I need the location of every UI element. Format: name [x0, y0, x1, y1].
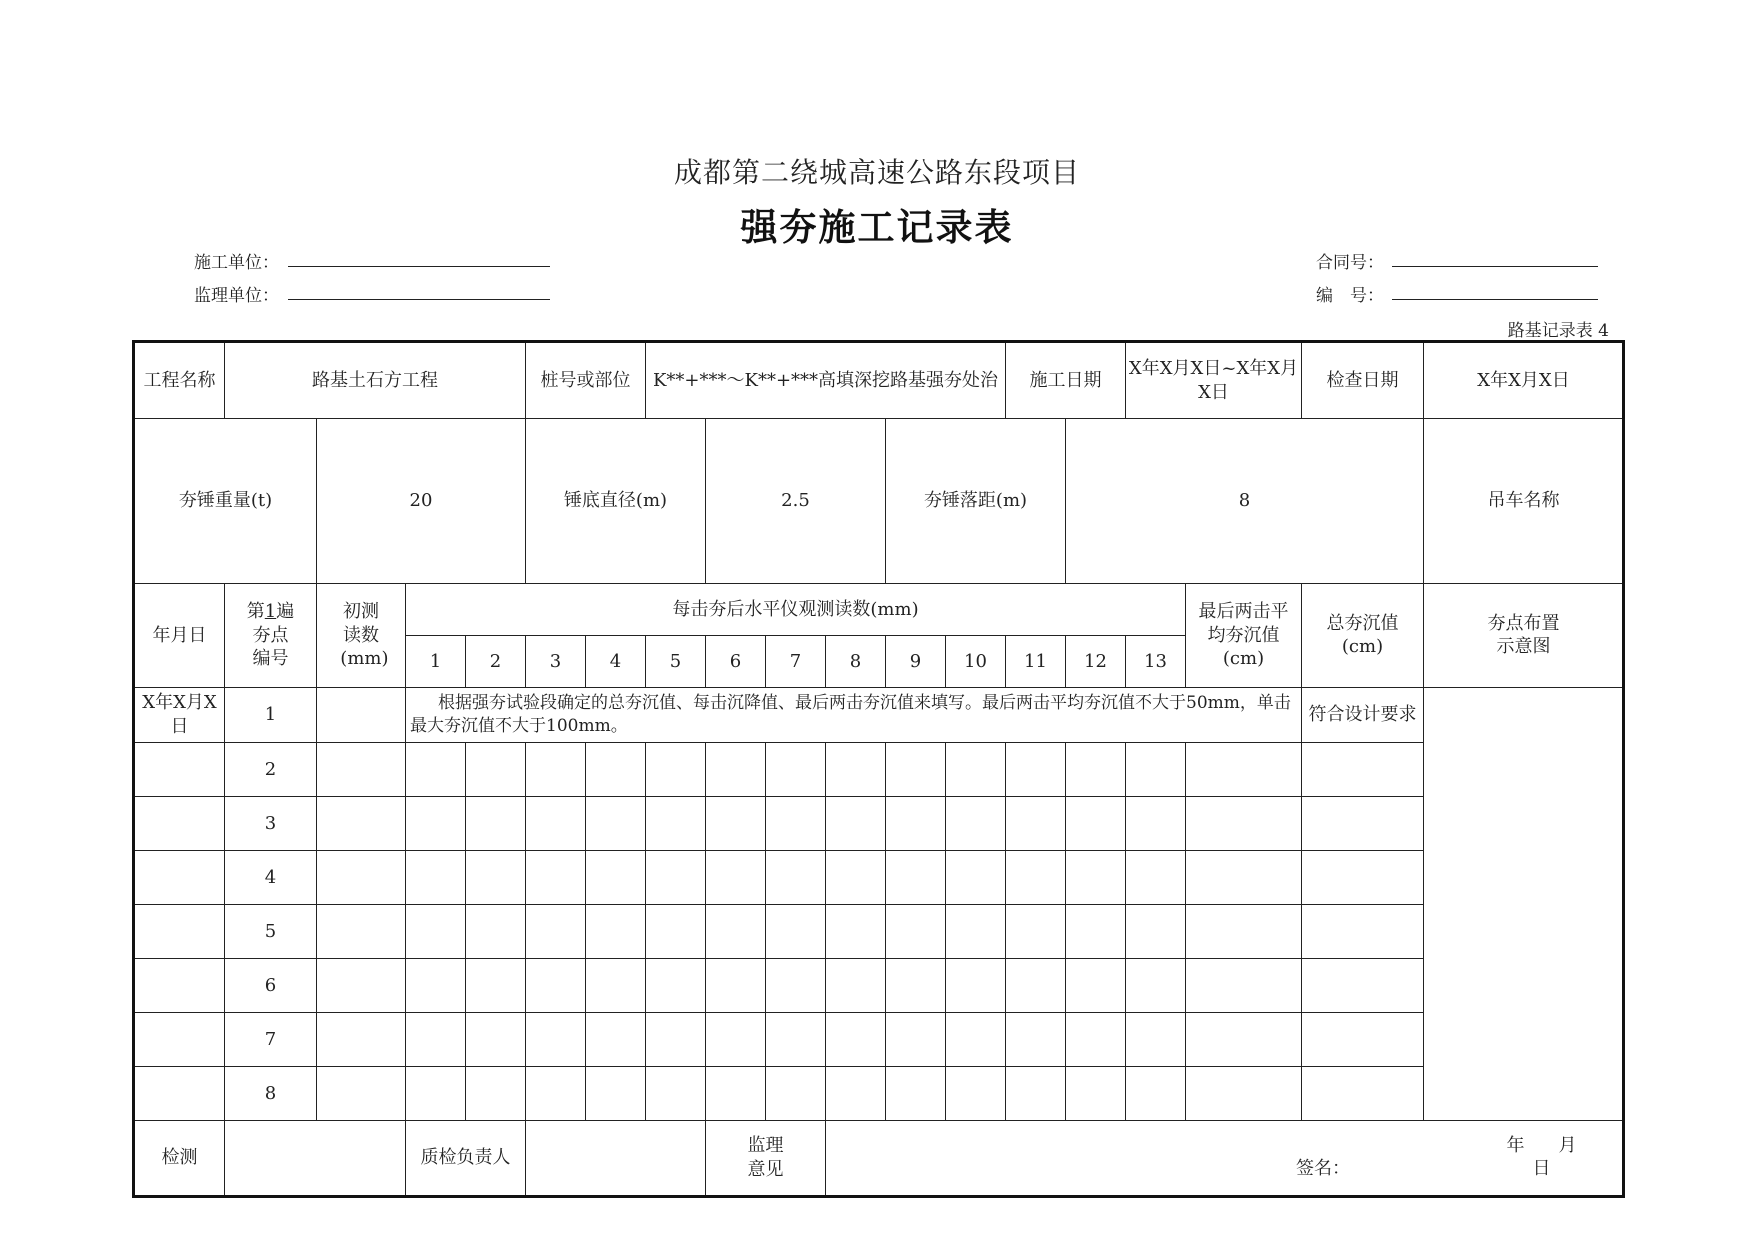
reading-cell[interactable]: [466, 1066, 526, 1120]
blow-number: 4: [586, 635, 646, 687]
reading-cell[interactable]: [586, 850, 646, 904]
reading-cell[interactable]: [886, 958, 946, 1012]
total-settlement-header: [1302, 583, 1424, 687]
supervision-opinion-area[interactable]: [826, 1120, 1624, 1196]
inspection-value[interactable]: [225, 1120, 406, 1196]
construction-date-label: 施工日期: [1006, 342, 1126, 419]
row-last-two-avg[interactable]: [1186, 796, 1302, 850]
row-date[interactable]: [134, 1066, 225, 1120]
reading-cell[interactable]: [1006, 958, 1066, 1012]
reading-cell[interactable]: [586, 904, 646, 958]
total-settlement-label: 总夯沉值(cm): [1326, 612, 1399, 658]
reading-cell[interactable]: [466, 1012, 526, 1066]
row-point-no: 2: [225, 742, 317, 796]
reading-cell[interactable]: [406, 904, 466, 958]
reading-cell[interactable]: [406, 958, 466, 1012]
row-last-two-avg[interactable]: [1186, 742, 1302, 796]
info-row-1: [134, 342, 1624, 419]
blow-number: 8: [826, 635, 886, 687]
year-label: 年: [1506, 1134, 1525, 1156]
row-total-settlement[interactable]: [1302, 1012, 1424, 1066]
reading-cell[interactable]: [1006, 796, 1066, 850]
row-date[interactable]: [134, 958, 225, 1012]
qc-person-label: 质检负责人: [406, 1120, 526, 1196]
record-table: [132, 340, 1625, 1198]
reading-cell[interactable]: [646, 742, 706, 796]
reading-cell[interactable]: [946, 1066, 1006, 1120]
row-point-no: 1: [225, 687, 317, 742]
table-row: [134, 958, 1624, 1012]
table-row: [134, 1012, 1624, 1066]
row-initial-reading[interactable]: [317, 796, 406, 850]
row-point-no: 5: [225, 904, 317, 958]
reading-cell[interactable]: [526, 1066, 586, 1120]
row-date: X年X月X日: [134, 687, 225, 742]
drop-distance-label: 夯锤落距(m): [886, 419, 1066, 584]
reading-cell[interactable]: [646, 958, 706, 1012]
row-point-no: 7: [225, 1012, 317, 1066]
initial-reading-label: 初测读数(mm): [340, 601, 389, 669]
reading-cell[interactable]: [1066, 1012, 1126, 1066]
record-number: 路基记录表 4: [1507, 321, 1609, 341]
reading-cell[interactable]: [766, 1012, 826, 1066]
number-input-line[interactable]: [1392, 281, 1598, 300]
station-label: 桩号或部位: [526, 342, 646, 419]
row-total-settlement[interactable]: [1302, 904, 1424, 958]
row-total-settlement[interactable]: [1302, 1066, 1424, 1120]
layout-diagram-label: 夯点布置示意图: [1487, 612, 1560, 658]
row-total-settlement[interactable]: [1302, 796, 1424, 850]
reading-cell[interactable]: [466, 796, 526, 850]
station-value: K**+***～K**+***高填深挖路基强夯处治: [646, 342, 1006, 419]
reading-cell[interactable]: [706, 904, 766, 958]
blow-number: 11: [1006, 635, 1066, 687]
inspection-date-value: X年X月X日: [1424, 342, 1624, 419]
reading-cell[interactable]: [766, 742, 826, 796]
table-row: [134, 1066, 1624, 1120]
number-field: [1316, 281, 1384, 306]
blow-number: 13: [1126, 635, 1186, 687]
reading-cell[interactable]: [826, 904, 886, 958]
reading-cell[interactable]: [526, 1012, 586, 1066]
row-initial-reading[interactable]: [317, 958, 406, 1012]
project-name-label: 工程名称: [134, 342, 225, 419]
layout-diagram-header: [1424, 583, 1624, 687]
reading-cell[interactable]: [1006, 1066, 1066, 1120]
reading-cell[interactable]: [766, 850, 826, 904]
row-date[interactable]: [134, 796, 225, 850]
reading-cell[interactable]: [886, 742, 946, 796]
table-row: [134, 904, 1624, 958]
supervision-unit-input-line[interactable]: [288, 281, 550, 300]
row-last-two-avg[interactable]: [1186, 958, 1302, 1012]
reading-cell[interactable]: [886, 1012, 946, 1066]
reading-cell[interactable]: [886, 904, 946, 958]
row-initial-reading[interactable]: [317, 1012, 406, 1066]
pass-suffix: 遍: [276, 601, 295, 623]
reading-cell[interactable]: [1066, 958, 1126, 1012]
row-point-no: 8: [225, 1066, 317, 1120]
reading-cell[interactable]: [1066, 742, 1126, 796]
reading-cell[interactable]: [946, 850, 1006, 904]
reading-cell[interactable]: [646, 796, 706, 850]
reading-cell[interactable]: [826, 850, 886, 904]
last-two-avg-header: [1186, 583, 1302, 687]
point-no-label: 夯点编号: [252, 624, 289, 669]
row-date[interactable]: [134, 1012, 225, 1066]
construction-unit-field: [194, 248, 279, 273]
row-point-no: 4: [225, 850, 317, 904]
hammer-weight-label: 夯锤重量(t): [134, 419, 317, 584]
project-name-value: 路基土石方工程: [225, 342, 526, 419]
row-initial-reading[interactable]: [317, 904, 406, 958]
blow-number: 5: [646, 635, 706, 687]
reading-cell[interactable]: [1066, 850, 1126, 904]
reading-cell[interactable]: [946, 796, 1006, 850]
supervision-unit-label: 监理单位：: [194, 286, 279, 306]
construction-unit-label: 施工单位：: [194, 253, 279, 273]
reading-cell[interactable]: [406, 796, 466, 850]
table-row: [134, 850, 1624, 904]
blow-number: 3: [526, 635, 586, 687]
row-initial-reading[interactable]: [317, 850, 406, 904]
reading-cell[interactable]: [826, 958, 886, 1012]
reading-cell[interactable]: [526, 958, 586, 1012]
inspection-label: 检测: [134, 1120, 225, 1196]
blow-number: 9: [886, 635, 946, 687]
blow-number: 1: [406, 635, 466, 687]
row-date[interactable]: [134, 742, 225, 796]
reading-cell[interactable]: [946, 742, 1006, 796]
reading-cell[interactable]: [646, 850, 706, 904]
row-date[interactable]: [134, 904, 225, 958]
reading-cell[interactable]: [466, 850, 526, 904]
row-total-settlement[interactable]: [1302, 958, 1424, 1012]
reading-cell[interactable]: [706, 958, 766, 1012]
reading-cell[interactable]: [706, 850, 766, 904]
drop-distance-value: 8: [1066, 419, 1424, 584]
reading-cell[interactable]: [706, 742, 766, 796]
reading-cell[interactable]: [586, 958, 646, 1012]
reading-cell[interactable]: [706, 1012, 766, 1066]
reading-cell[interactable]: [946, 904, 1006, 958]
reading-cell[interactable]: [1126, 904, 1186, 958]
date-header: 年月日: [134, 583, 225, 687]
row-point-no: 3: [225, 796, 317, 850]
contract-no-input-line[interactable]: [1392, 248, 1598, 267]
reading-cell[interactable]: [1126, 1066, 1186, 1120]
footer-row: [134, 1120, 1624, 1196]
reading-cell[interactable]: [586, 1066, 646, 1120]
reading-cell[interactable]: [466, 742, 526, 796]
blow-number: 6: [706, 635, 766, 687]
contract-no-label: 合同号：: [1316, 253, 1384, 273]
header-row-1: [134, 583, 1624, 635]
reading-cell[interactable]: [1126, 1012, 1186, 1066]
reading-cell[interactable]: [886, 850, 946, 904]
reading-cell[interactable]: [1126, 850, 1186, 904]
qc-person-value[interactable]: [526, 1120, 706, 1196]
month-label: 月: [1558, 1134, 1577, 1156]
reading-cell[interactable]: [1066, 904, 1126, 958]
reading-cell[interactable]: [646, 1012, 706, 1066]
pass-number: 1: [264, 601, 277, 623]
reading-cell[interactable]: [1066, 1066, 1126, 1120]
reading-cell[interactable]: [766, 958, 826, 1012]
reading-cell[interactable]: [946, 1012, 1006, 1066]
construction-unit-input-line[interactable]: [288, 248, 550, 267]
inspection-date-label: 检查日期: [1302, 342, 1424, 419]
reading-cell[interactable]: [526, 904, 586, 958]
reading-cell[interactable]: [766, 796, 826, 850]
row-total-settlement[interactable]: [1302, 850, 1424, 904]
reading-cell[interactable]: [1006, 850, 1066, 904]
reading-cell[interactable]: [1126, 742, 1186, 796]
reading-cell[interactable]: [826, 742, 886, 796]
supervision-unit-field: [194, 281, 279, 306]
initial-reading-header: [317, 583, 406, 687]
row-initial-reading[interactable]: [317, 742, 406, 796]
row-total-settlement: 符合设计要求: [1302, 687, 1424, 742]
layout-diagram-area[interactable]: [1424, 687, 1624, 1120]
point-no-header: [225, 583, 317, 687]
sign-date: [1494, 1134, 1623, 1181]
reading-cell[interactable]: [586, 796, 646, 850]
supervision-opinion-text: 监理意见: [747, 1135, 784, 1180]
reading-cell[interactable]: [406, 1066, 466, 1120]
blow-number: 10: [946, 635, 1006, 687]
reading-cell[interactable]: [586, 742, 646, 796]
reading-cell[interactable]: [886, 796, 946, 850]
hammer-diameter-label: 锤底直径(m): [526, 419, 706, 584]
row-last-two-avg[interactable]: [1186, 1012, 1302, 1066]
reading-cell[interactable]: [586, 1012, 646, 1066]
reading-cell[interactable]: [1126, 796, 1186, 850]
row-total-settlement[interactable]: [1302, 742, 1424, 796]
construction-date-value: X年X月X日~X年X月X日: [1126, 342, 1302, 419]
crane-label: 吊车名称: [1424, 419, 1624, 584]
number-label: 编 号：: [1316, 286, 1384, 306]
pass-prefix: 第: [246, 601, 265, 623]
reading-cell[interactable]: [1066, 796, 1126, 850]
instruction-note-text: 根据强夯试验段确定的总夯沉值、每击沉降值、最后两击夯沉值来填写。最后两击平均夯沉值不大于50mm，单击最大夯沉值不大于100mm。: [410, 692, 1291, 736]
day-label: 日: [1532, 1158, 1551, 1180]
reading-cell[interactable]: [1006, 904, 1066, 958]
row-date[interactable]: [134, 850, 225, 904]
reading-cell[interactable]: [406, 1012, 466, 1066]
reading-cell[interactable]: [646, 1066, 706, 1120]
reading-cell[interactable]: [766, 1066, 826, 1120]
instruction-note: [406, 687, 1302, 742]
reading-cell[interactable]: [1006, 1012, 1066, 1066]
reading-cell[interactable]: [766, 904, 826, 958]
reading-cell[interactable]: [946, 958, 1006, 1012]
row-initial-reading[interactable]: [317, 1066, 406, 1120]
reading-cell[interactable]: [826, 1012, 886, 1066]
last-two-avg-label: 最后两击平均夯沉值(cm): [1198, 601, 1289, 669]
hammer-weight-value: 20: [317, 419, 526, 584]
row-point-no: 6: [225, 958, 317, 1012]
reading-cell[interactable]: [526, 742, 586, 796]
reading-cell[interactable]: [706, 796, 766, 850]
table-row: [134, 687, 1624, 742]
reading-cell[interactable]: [886, 1066, 946, 1120]
reading-cell[interactable]: [646, 904, 706, 958]
signature-label: 签名：: [1296, 1158, 1350, 1180]
hammer-diameter-value: 2.5: [706, 419, 886, 584]
row-last-two-avg[interactable]: [1186, 1066, 1302, 1120]
reading-cell[interactable]: [526, 796, 586, 850]
row-last-two-avg[interactable]: [1186, 904, 1302, 958]
row-last-two-avg[interactable]: [1186, 850, 1302, 904]
contract-no-field: [1316, 248, 1384, 273]
reading-cell[interactable]: [706, 1066, 766, 1120]
reading-cell[interactable]: [466, 958, 526, 1012]
blow-number: 7: [766, 635, 826, 687]
reading-cell[interactable]: [406, 850, 466, 904]
reading-cell[interactable]: [826, 796, 886, 850]
blow-number: 12: [1066, 635, 1126, 687]
info-row-2: [134, 419, 1624, 584]
blow-number: 2: [466, 635, 526, 687]
reading-cell[interactable]: [1006, 742, 1066, 796]
supervision-opinion-label: [706, 1120, 826, 1196]
table-row: [134, 796, 1624, 850]
reading-cell[interactable]: [526, 850, 586, 904]
form-title: 强夯施工记录表: [740, 205, 1014, 249]
reading-cell[interactable]: [1126, 958, 1186, 1012]
reading-cell[interactable]: [406, 742, 466, 796]
readings-title: 每击夯后水平仪观测读数(mm): [406, 583, 1186, 635]
table-row: [134, 742, 1624, 796]
project-title: 成都第二绕城高速公路东段项目: [673, 156, 1080, 189]
reading-cell[interactable]: [826, 1066, 886, 1120]
reading-cell[interactable]: [466, 904, 526, 958]
row-initial-reading[interactable]: [317, 687, 406, 742]
